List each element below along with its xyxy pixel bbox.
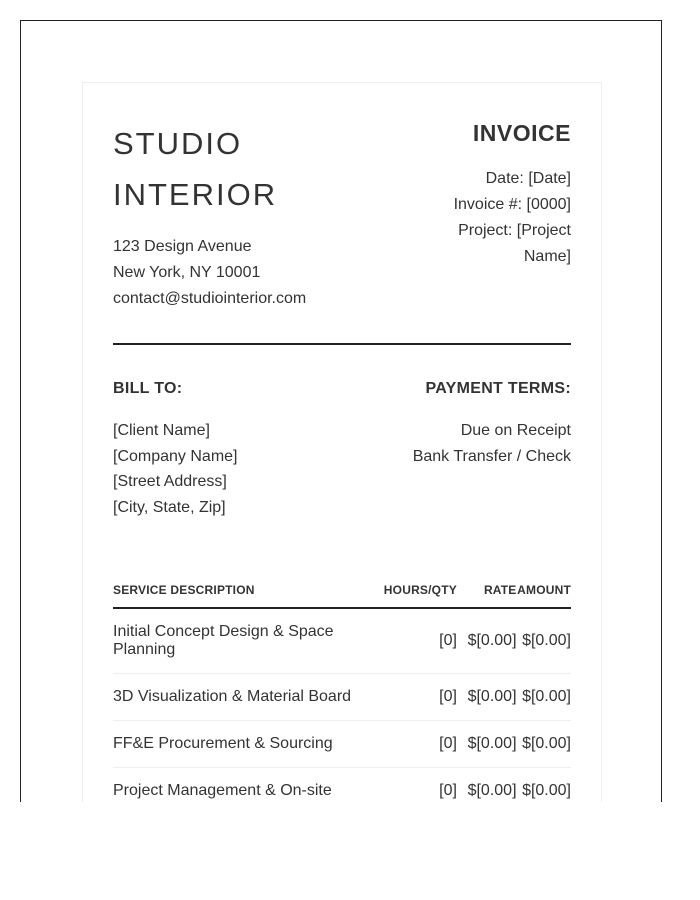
row-description: FF&E Procurement & Sourcing [113, 721, 383, 768]
studio-address [113, 234, 306, 312]
services-table [113, 569, 571, 802]
row-qty: [0] [383, 674, 457, 721]
client-city: [City, State, Zip] [113, 498, 226, 516]
bill-to-heading: BILL TO: [113, 380, 183, 397]
studio-name-line1: STUDIO [113, 126, 243, 161]
studio-name-line2: INTERIOR [113, 177, 278, 212]
row-qty: [0] [383, 721, 457, 768]
payment-terms-line1: Due on Receipt [460, 422, 571, 439]
header-hours-qty: HOURS/QTY [383, 569, 457, 608]
header-rate: RATE [457, 569, 517, 608]
row-description: 3D Visualization & Material Board [113, 674, 383, 721]
studio-city: New York, NY 10001 [113, 264, 261, 281]
row-amount: $[0.00] [517, 721, 571, 768]
row-rate: $[0.00] [457, 674, 517, 721]
header-service-description: SERVICE DESCRIPTION [113, 569, 383, 608]
studio-street: 123 Design Avenue [113, 238, 252, 255]
row-rate: $[0.00] [457, 608, 517, 674]
company-name: [Company Name] [113, 447, 238, 465]
table-row [113, 721, 571, 768]
billing-section [113, 345, 571, 569]
invoice-meta [421, 120, 571, 270]
invoice-page [82, 82, 602, 802]
client-street: [Street Address] [113, 473, 227, 490]
payment-terms-details [413, 418, 571, 469]
services-header-row [113, 569, 571, 608]
invoice-number: Invoice #: [0000] [453, 196, 571, 213]
table-row [113, 674, 571, 721]
row-amount: $[0.00] [517, 674, 571, 721]
row-qty: [0] [383, 768, 457, 803]
invoice-project-line1: Project: [Project [458, 222, 571, 239]
row-rate: $[0.00] [457, 721, 517, 768]
invoice-date: Date: [Date] [485, 170, 571, 187]
invoice-header [113, 83, 571, 345]
client-name: [Client Name] [113, 422, 210, 439]
table-row [113, 608, 571, 674]
invoice-project-line2: Name] [523, 248, 571, 265]
row-rate: $[0.00] [457, 768, 517, 803]
row-amount: $[0.00] [517, 608, 571, 674]
row-description: Project Management & On-site [113, 768, 383, 803]
payment-terms-line2: Bank Transfer / Check [412, 447, 571, 465]
studio-email: contact@studiointerior.com [113, 290, 307, 307]
row-qty: [0] [383, 608, 457, 674]
row-description: Initial Concept Design & Space Planning [113, 608, 383, 674]
table-row [113, 768, 571, 803]
header-amount: AMOUNT [517, 569, 571, 608]
studio-logo-text [113, 118, 323, 220]
payment-terms-heading: PAYMENT TERMS: [425, 380, 571, 397]
row-amount: $[0.00] [517, 768, 571, 803]
invoice-title: INVOICE [472, 120, 571, 146]
document-viewport[interactable] [20, 20, 662, 802]
bill-to-details [113, 418, 238, 520]
